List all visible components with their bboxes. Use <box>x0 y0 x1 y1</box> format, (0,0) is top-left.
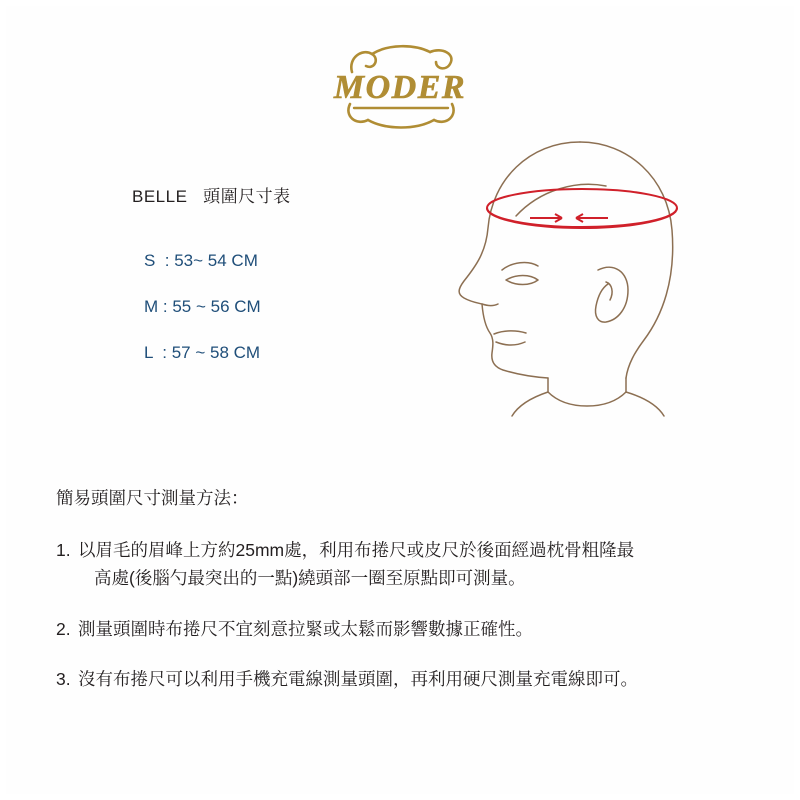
measure-tape <box>487 189 677 228</box>
size-item-l: L : 57 ~ 58 CM <box>144 343 261 362</box>
instruction-item-2 <box>56 615 756 643</box>
size-item-m: M : 55 ~ 56 CM <box>144 297 261 316</box>
size-chart <box>132 182 422 363</box>
instructions-list <box>56 536 756 693</box>
instruction-text <box>78 615 756 643</box>
instruction-number: 3. <box>56 669 71 690</box>
instruction-text <box>78 536 756 593</box>
size-chart-title: BELLE 頭圍尺寸表 <box>132 187 291 206</box>
head-profile-icon <box>430 120 730 430</box>
instruction-line-1: 沒有布捲尺可以利用手機充電線測量頭圍，再利用硬尺測量充電線即可。 <box>78 669 638 690</box>
instruction-line-1: 以眉毛的眉峰上方約25mm處，利用布捲尺或皮尺於後面經過枕骨粗隆最 <box>78 540 635 560</box>
instructions-heading: 簡易頭圍尺寸測量方法： <box>56 488 249 508</box>
instruction-line-2: 高處(後腦勺最突出的一點)繞頭部一圈至原點即可測量。 <box>94 568 526 589</box>
instruction-line-1: 測量頭圍時布捲尺不宜刻意拉緊或太鬆而影響數據正確性。 <box>78 618 533 639</box>
head-illustration <box>430 120 730 430</box>
instruction-number: 1. <box>56 540 71 560</box>
size-list <box>132 251 422 363</box>
size-item-s: S : 53~ 54 CM <box>144 251 258 270</box>
measurement-instructions <box>56 485 756 715</box>
instruction-item-1 <box>56 536 756 593</box>
instruction-text <box>78 665 756 693</box>
instruction-item-3 <box>56 665 756 693</box>
instruction-number: 2. <box>56 618 71 639</box>
logo-wordmark: MODER <box>333 69 467 106</box>
